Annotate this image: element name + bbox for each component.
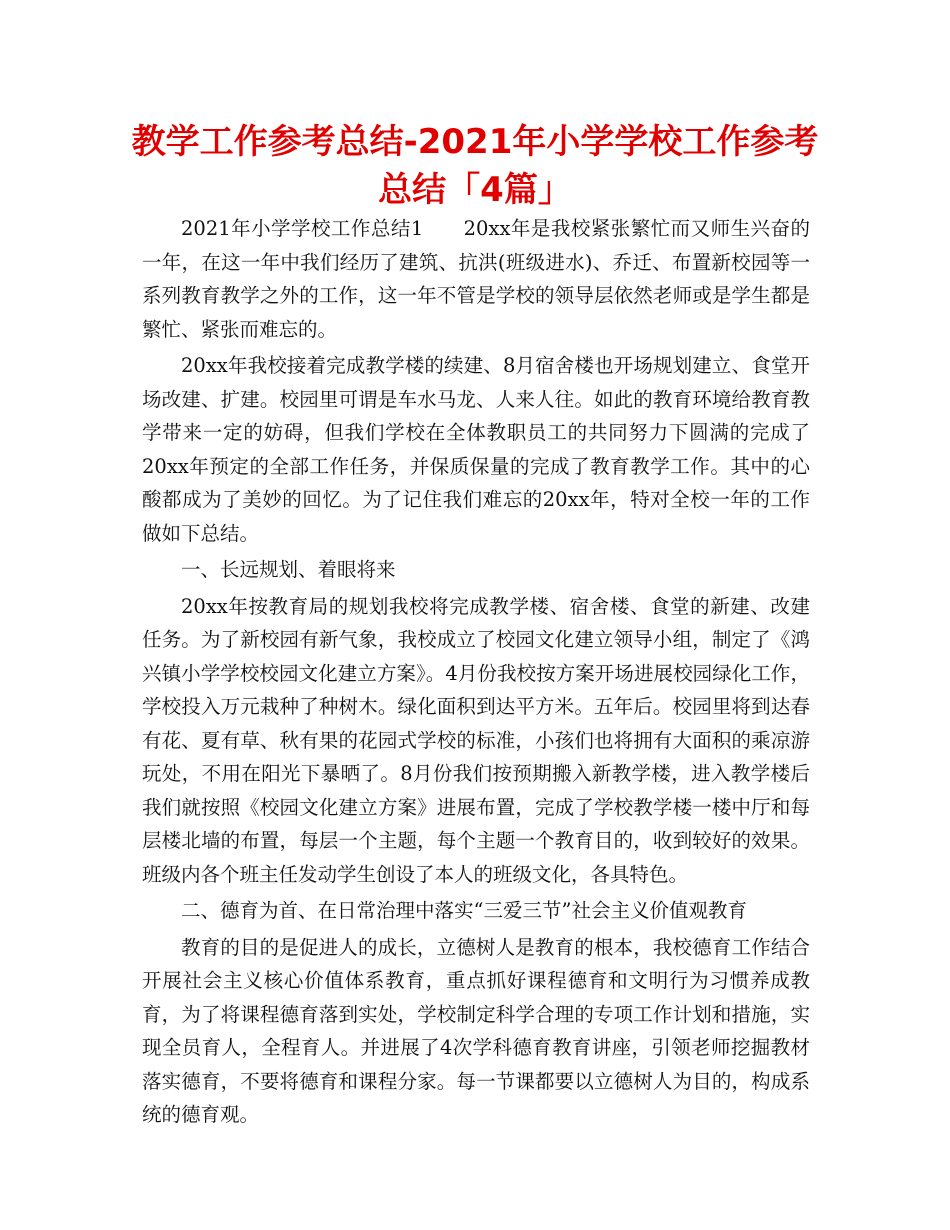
paragraph: 20xx年按教育局的规划我校将完成教学楼、宿舍楼、食堂的新建、改建任务。为了新校园有新气象，我校成立了校园文化建立领导小组，制定了《鸿兴镇小学学校校园文化建立方案》。4月份我校按方案开场进展校园绿化工作，学校投入万元栽种了种树木。绿化面积到达平方米。五年后。校园里将到达春有花、夏有草、秋有果的花园式学校的标准，小孩们也将拥有大面积的乘凉游玩处，不用在阳光下暴晒了。8月份我们按预期搬入新教学楼，进入教学楼后我们就按照《校园文化建立方案》进展布置，完成了学校教学楼一楼中厅和每层楼北墙的布置，每层一个主题，每个主题一个教育目的，收到较好的效果。班级内各个班主任发动学生创设了本人的班级文化，各具特色。: [142, 594, 810, 886]
document-title: 教学工作参考总结-2021年小学学校工作参考总结「4篇」: [131, 122, 819, 210]
document-body: [142, 212, 810, 1135]
paragraph: 教育的目的是促进人的成长，立德树人是教育的根本，我校德育工作结合开展社会主义核心价值体系教育，重点抓好课程德育和文明行为习惯养成教育，为了将课程德育落到实处，学校制定科学合理的专项工作计划和措施，实现全员育人，全程育人。并进展了4次学科德育教育讲座，引领老师挖掘教材落实德育，不要将德育和课程分家。每一节课都要以立德树人为目的，构成系统的德育观。: [142, 935, 810, 1126]
section-heading: 二、德育为首、在日常治理中落实“三爱三节”社会主义价值观教育: [181, 899, 747, 922]
paragraph: 20xx年我校接着完成教学楼的续建、8月宿舍楼也开场规划建立、食堂开场改建、扩建。校园里可谓是车水马龙、人来人往。如此的教育环境给教育教学带来一定的妨碍，但我们学校在全体教职员工的共同努力下圆满的完成了20xx年预定的全部工作任务，并保质保量的完成了教育教学工作。其中的心酸都成为了美妙的回忆。为了记住我们难忘的20xx年，特对全校一年的工作做如下总结。: [142, 354, 810, 545]
section-heading: 一、长远规划、着眼将来: [181, 558, 396, 581]
paragraph: 2021年小学学校工作总结1 20xx年是我校紧张繁忙而又师生兴奋的一年，在这一年中我们经历了建筑、抗洪(班级进水)、乔迁、布置新校园等一系列教育教学之外的工作，这一年不管是学校的领导层依然老师或是学生都是繁忙、紧张而难忘的。: [142, 217, 810, 341]
